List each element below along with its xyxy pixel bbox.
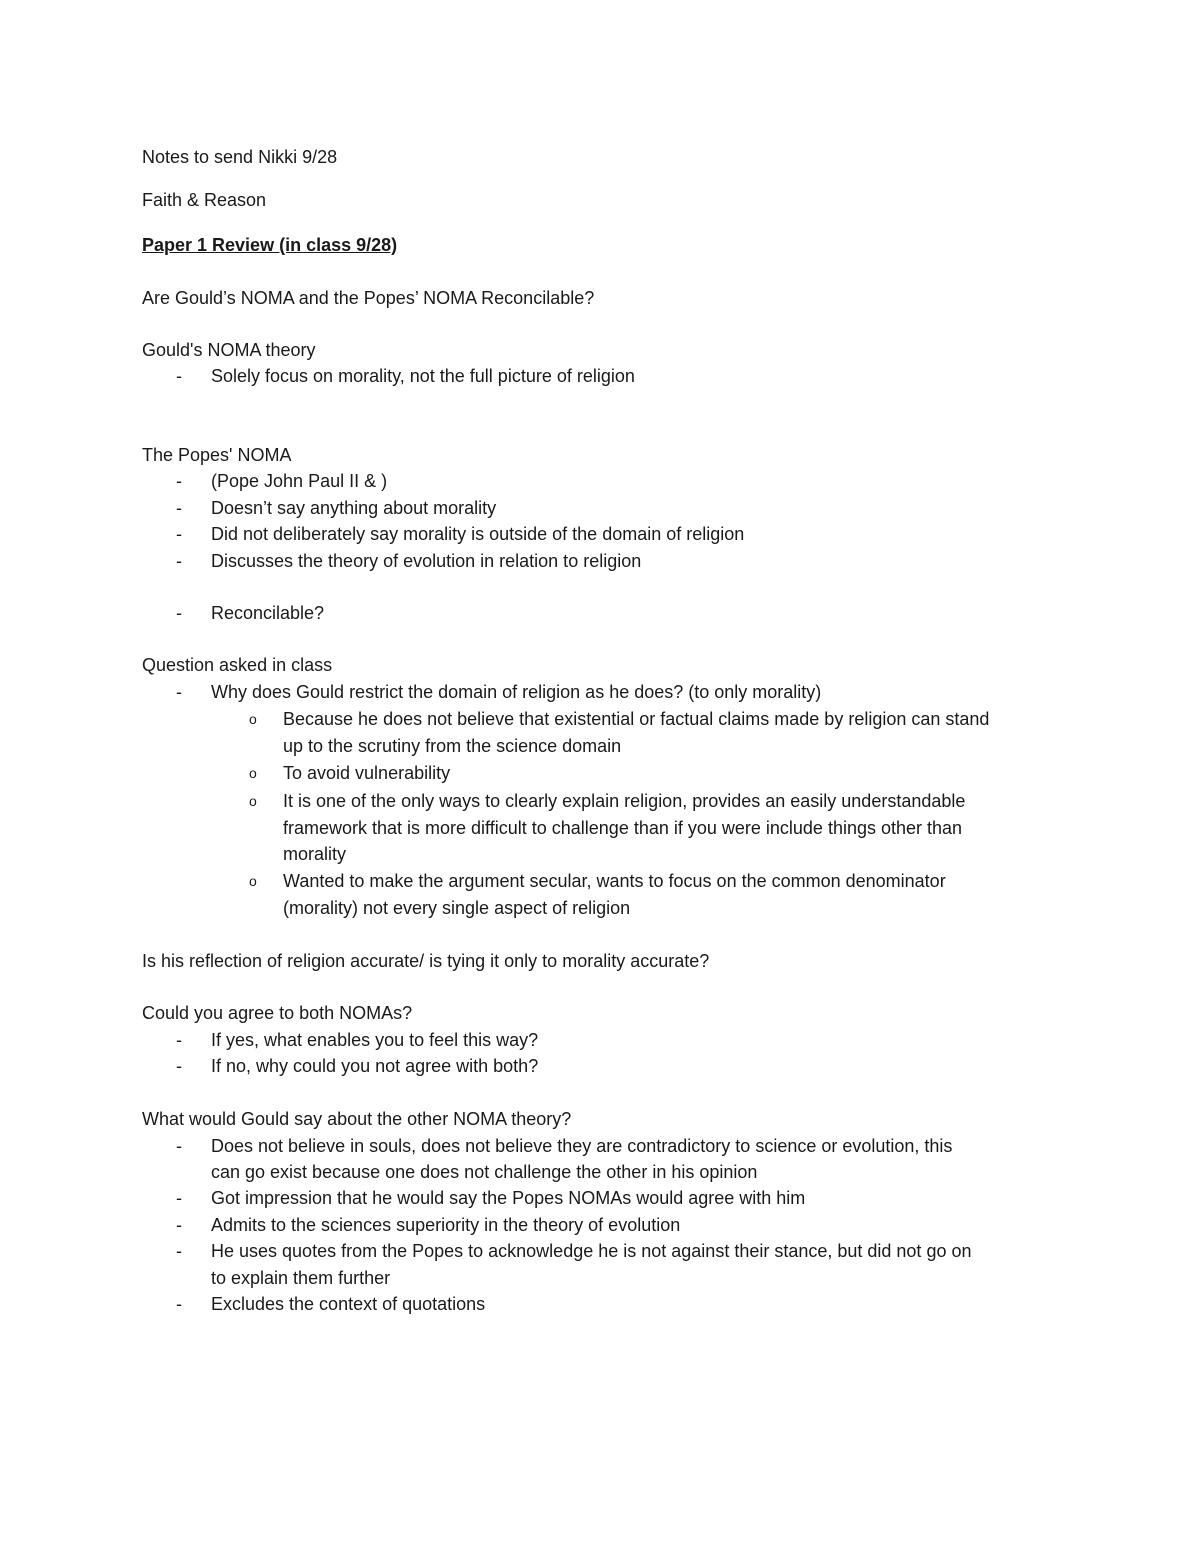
- bullet-dash: -: [176, 366, 182, 386]
- header-line: Notes to send Nikki 9/28: [142, 147, 338, 167]
- popes-heading: The Popes' NOMA: [142, 445, 292, 465]
- bullet-dash: -: [176, 498, 182, 518]
- list-item: Did not deliberately say morality is outside of the domain of religion: [211, 524, 745, 544]
- bullet-dash: -: [176, 551, 182, 571]
- bullet-circle: o: [249, 711, 257, 727]
- list-item: Doesn’t say anything about morality: [211, 498, 497, 518]
- bullet-circle: o: [249, 873, 257, 889]
- list-item-cont: can go exist because one does not challenge the other in his opinion: [211, 1162, 758, 1182]
- bullet-dash: -: [176, 471, 182, 491]
- list-item: Excludes the context of quotations: [211, 1294, 486, 1314]
- list-item: Discusses the theory of evolution in relation to religion: [211, 551, 642, 571]
- bullet-dash: -: [176, 1030, 182, 1050]
- bullet-dash: -: [176, 603, 182, 623]
- agree-heading: Could you agree to both NOMAs?: [142, 1003, 413, 1023]
- list-item: (Pope John Paul II & ): [211, 471, 388, 491]
- bullet-circle: o: [249, 765, 257, 781]
- goulds-heading: Gould's NOMA theory: [142, 340, 316, 360]
- sub-list-item-cont: up to the scrutiny from the science domain: [283, 736, 622, 756]
- list-item: Why does Gould restrict the domain of religion as he does? (to only morality): [211, 682, 822, 702]
- gould-say-heading: What would Gould say about the other NOMA theory?: [142, 1109, 572, 1129]
- bullet-dash: -: [176, 1188, 182, 1208]
- reflection-question: Is his reflection of religion accurate/ is tying it only to morality accurate?: [142, 951, 710, 971]
- bullet-dash: -: [176, 682, 182, 702]
- bullet-dash: -: [176, 524, 182, 544]
- list-item: Solely focus on morality, not the full picture of religion: [211, 366, 635, 386]
- sub-list-item: It is one of the only ways to clearly explain religion, provides an easily understandable: [283, 791, 966, 811]
- bullet-dash: -: [176, 1056, 182, 1076]
- main-question: Are Gould’s NOMA and the Popes’ NOMA Reconcilable?: [142, 288, 595, 308]
- bullet-dash: -: [176, 1241, 182, 1261]
- sub-list-item-cont: framework that is more difficult to challenge than if you were include things other than: [283, 818, 963, 838]
- list-item: Got impression that he would say the Popes NOMAs would agree with him: [211, 1188, 806, 1208]
- list-item: Admits to the sciences superiority in the theory of evolution: [211, 1215, 681, 1235]
- list-item: Does not believe in souls, does not believe they are contradictory to science or evolution, this: [211, 1136, 953, 1156]
- sub-list-item-cont: (morality) not every single aspect of religion: [283, 898, 631, 918]
- course-title: Faith & Reason: [142, 190, 267, 210]
- sub-list-item: To avoid vulnerability: [283, 763, 451, 783]
- list-item: He uses quotes from the Popes to acknowledge he is not against their stance, but did not go on: [211, 1241, 972, 1261]
- list-item: If no, why could you not agree with both?: [211, 1056, 539, 1076]
- sub-list-item: Because he does not believe that existential or factual claims made by religion can stand: [283, 709, 990, 729]
- class-question-heading: Question asked in class: [142, 655, 333, 675]
- bullet-circle: o: [249, 793, 257, 809]
- section-title: Paper 1 Review (in class 9/28): [142, 235, 398, 255]
- bullet-dash: -: [176, 1294, 182, 1314]
- sub-list-item: Wanted to make the argument secular, wants to focus on the common denominator: [283, 871, 946, 891]
- list-item-cont: to explain them further: [211, 1268, 391, 1288]
- list-item: If yes, what enables you to feel this way?: [211, 1030, 539, 1050]
- bullet-dash: -: [176, 1215, 182, 1235]
- list-item: Reconcilable?: [211, 603, 325, 623]
- sub-list-item-cont: morality: [283, 844, 347, 864]
- bullet-dash: -: [176, 1136, 182, 1156]
